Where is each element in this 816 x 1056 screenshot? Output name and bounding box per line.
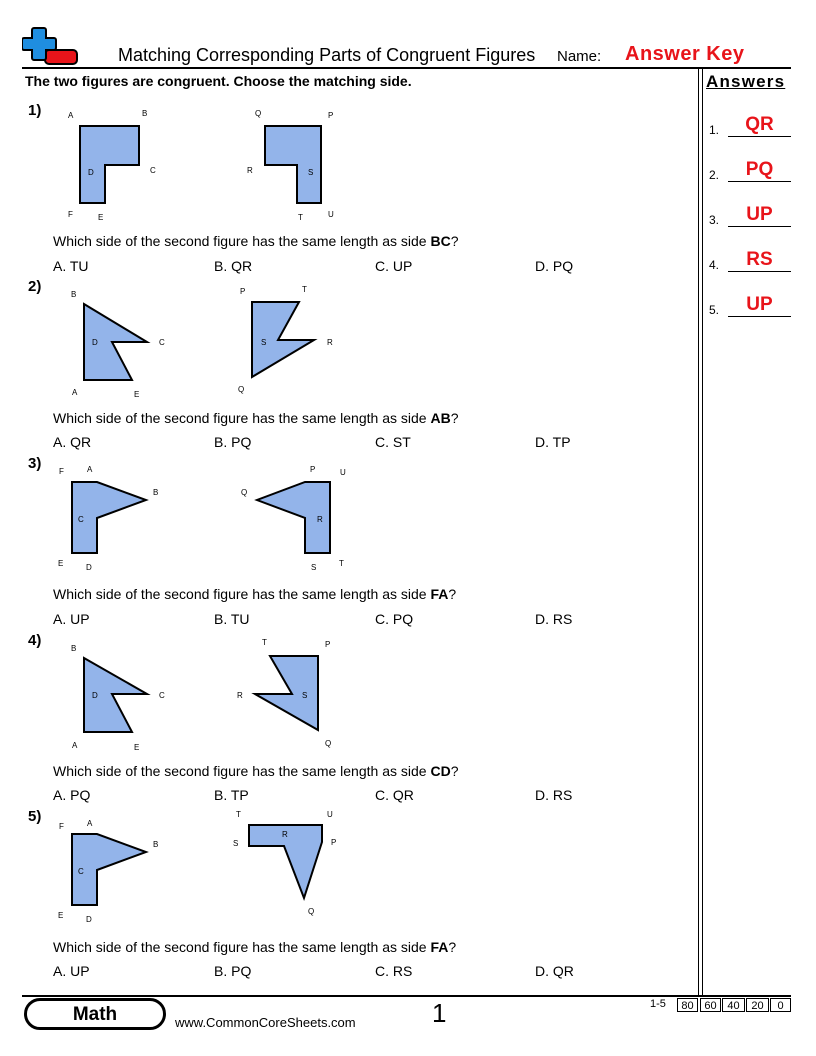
- figure-5-shape-b: [225, 808, 350, 918]
- figure-3-shape-b: [235, 460, 355, 585]
- answer-column-divider-inner: [702, 67, 703, 996]
- choice-d[interactable]: D. RS: [535, 611, 573, 627]
- answer-row: [709, 246, 793, 272]
- question-text: Which side of the second figure has the same length as side CD?: [53, 763, 459, 779]
- figure-5-shape-a: [50, 812, 170, 937]
- subject-badge: Math: [24, 998, 166, 1030]
- choice-b[interactable]: B. TP: [214, 787, 249, 803]
- vertex-label: A: [72, 741, 78, 750]
- vertex-label: U: [328, 210, 334, 219]
- vertex-label: C: [78, 867, 84, 876]
- answer-value: QR: [728, 114, 791, 137]
- question-text: Which side of the second figure has the same length as side AB?: [53, 410, 459, 426]
- vertex-label: P: [325, 640, 331, 649]
- vertex-label: C: [159, 338, 165, 347]
- score-range: 1-5: [650, 998, 666, 1010]
- question-text: Which side of the second figure has the same length as side BC?: [53, 233, 459, 249]
- question-side: BC: [430, 233, 451, 249]
- vertex-label: U: [340, 468, 346, 477]
- vertex-label: R: [282, 830, 288, 839]
- score-box: 80: [677, 998, 698, 1012]
- page-number: 1: [432, 998, 447, 1028]
- footer-divider: [22, 995, 791, 997]
- vertex-label: B: [71, 290, 77, 299]
- score-box: 0: [770, 998, 791, 1012]
- answer-number: 1.: [709, 123, 720, 137]
- vertex-label: D: [88, 168, 94, 177]
- choice-d[interactable]: D. TP: [535, 434, 571, 450]
- vertex-label: C: [150, 166, 156, 175]
- vertex-label: Q: [308, 907, 315, 916]
- vertex-label: Q: [255, 109, 262, 118]
- answer-row: [709, 291, 793, 317]
- vertex-label: E: [134, 743, 140, 752]
- question-side: CD: [430, 763, 451, 779]
- answer-key-label: Answer Key: [625, 43, 745, 65]
- question-number: 1): [28, 102, 42, 119]
- figure-4-shape-b: [230, 636, 350, 761]
- answer-value: UP: [728, 294, 791, 317]
- question-side: AB: [430, 410, 451, 426]
- vertex-label: T: [339, 559, 344, 568]
- answer-value: UP: [728, 204, 791, 227]
- vertex-label: R: [237, 691, 243, 700]
- vertex-label: S: [311, 563, 317, 572]
- score-box: 40: [722, 998, 745, 1012]
- question-number: 2): [28, 278, 42, 295]
- choice-d[interactable]: D. RS: [535, 787, 573, 803]
- answer-number: 3.: [709, 213, 720, 227]
- answer-row: [709, 201, 793, 227]
- vertex-label: T: [298, 213, 303, 222]
- choice-a[interactable]: A. QR: [53, 434, 92, 450]
- choice-a[interactable]: A. TU: [53, 258, 89, 274]
- vertex-label: Q: [238, 385, 245, 394]
- score-box: 60: [700, 998, 721, 1012]
- vertex-label: E: [134, 390, 140, 399]
- answer-value: RS: [728, 249, 791, 272]
- choice-c[interactable]: C. PQ: [375, 611, 414, 627]
- vertex-label: E: [58, 911, 64, 920]
- vertex-label: A: [87, 819, 93, 828]
- choice-c[interactable]: C. QR: [375, 787, 414, 803]
- figure-2-shape-b: [230, 282, 350, 407]
- answer-value: PQ: [728, 159, 791, 182]
- answers-heading: Answers: [706, 72, 786, 91]
- answer-number: 2.: [709, 168, 720, 182]
- vertex-label: R: [247, 166, 253, 175]
- question-number: 4): [28, 632, 42, 649]
- vertex-label: P: [310, 465, 316, 474]
- vertex-label: F: [59, 467, 64, 476]
- vertex-label: D: [86, 915, 92, 924]
- vertex-label: P: [240, 287, 246, 296]
- vertex-label: Q: [325, 739, 332, 748]
- choice-a[interactable]: A. PQ: [53, 787, 91, 803]
- choice-a[interactable]: A. UP: [53, 611, 90, 627]
- choice-b[interactable]: B. PQ: [214, 963, 252, 979]
- vertex-label: S: [261, 338, 267, 347]
- choice-c[interactable]: C. UP: [375, 258, 413, 274]
- page-title: Matching Corresponding Parts of Congruent Figures: [118, 45, 536, 65]
- choice-b[interactable]: B. TU: [214, 611, 250, 627]
- vertex-label: A: [68, 111, 74, 120]
- choice-b[interactable]: B. PQ: [214, 434, 252, 450]
- vertex-label: F: [68, 210, 73, 219]
- vertex-label: T: [302, 285, 307, 294]
- plus-minus-logo-icon: [22, 26, 80, 68]
- vertex-label: P: [328, 111, 334, 120]
- vertex-label: S: [308, 168, 314, 177]
- question-text: Which side of the second figure has the same length as side FA?: [53, 586, 457, 602]
- vertex-label: A: [87, 465, 93, 474]
- vertex-label: B: [153, 488, 159, 497]
- question-number: 3): [28, 455, 42, 472]
- header-divider: [22, 67, 791, 69]
- vertex-label: E: [98, 213, 104, 222]
- instructions: The two figures are congruent. Choose the matching side.: [25, 73, 412, 89]
- vertex-label: A: [72, 388, 78, 397]
- vertex-label: P: [331, 838, 337, 847]
- vertex-label: C: [159, 691, 165, 700]
- question-side: FA: [430, 939, 449, 955]
- vertex-label: B: [153, 840, 159, 849]
- vertex-label: B: [71, 644, 77, 653]
- figure-2-shape-a: [60, 282, 180, 407]
- vertex-label: T: [262, 638, 267, 647]
- figure-4-shape-a: [60, 636, 180, 761]
- choice-b[interactable]: B. QR: [214, 258, 253, 274]
- vertex-label: B: [142, 109, 148, 118]
- question-text: Which side of the second figure has the same length as side FA?: [53, 939, 457, 955]
- name-label: Name:: [557, 48, 602, 65]
- vertex-label: D: [92, 691, 98, 700]
- vertex-label: C: [78, 515, 84, 524]
- question-number: 5): [28, 808, 42, 825]
- choice-c[interactable]: C. ST: [375, 434, 411, 450]
- choice-c[interactable]: C. RS: [375, 963, 413, 979]
- vertex-label: E: [58, 559, 64, 568]
- score-box: 20: [746, 998, 769, 1012]
- vertex-label: S: [302, 691, 308, 700]
- vertex-label: S: [233, 839, 239, 848]
- answer-number: 5.: [709, 303, 720, 317]
- question-side: FA: [430, 586, 449, 602]
- choice-d[interactable]: D. QR: [535, 963, 574, 979]
- figure-3-shape-a: [50, 460, 170, 585]
- vertex-label: U: [327, 810, 333, 819]
- vertex-label: Q: [241, 488, 248, 497]
- answer-row: [709, 111, 793, 137]
- answer-column-divider: [698, 67, 699, 996]
- choice-d[interactable]: D. PQ: [535, 258, 574, 274]
- vertex-label: R: [317, 515, 323, 524]
- vertex-label: D: [86, 563, 92, 572]
- choice-a[interactable]: A. UP: [53, 963, 90, 979]
- vertex-label: F: [59, 822, 64, 831]
- answer-number: 4.: [709, 258, 720, 272]
- vertex-label: T: [236, 810, 241, 819]
- site-url[interactable]: www.CommonCoreSheets.com: [175, 1015, 356, 1030]
- figure-1-shape-b: [240, 105, 350, 230]
- answer-row: [709, 156, 793, 182]
- figure-1-shape-a: [60, 105, 170, 230]
- vertex-label: D: [92, 338, 98, 347]
- vertex-label: R: [327, 338, 333, 347]
